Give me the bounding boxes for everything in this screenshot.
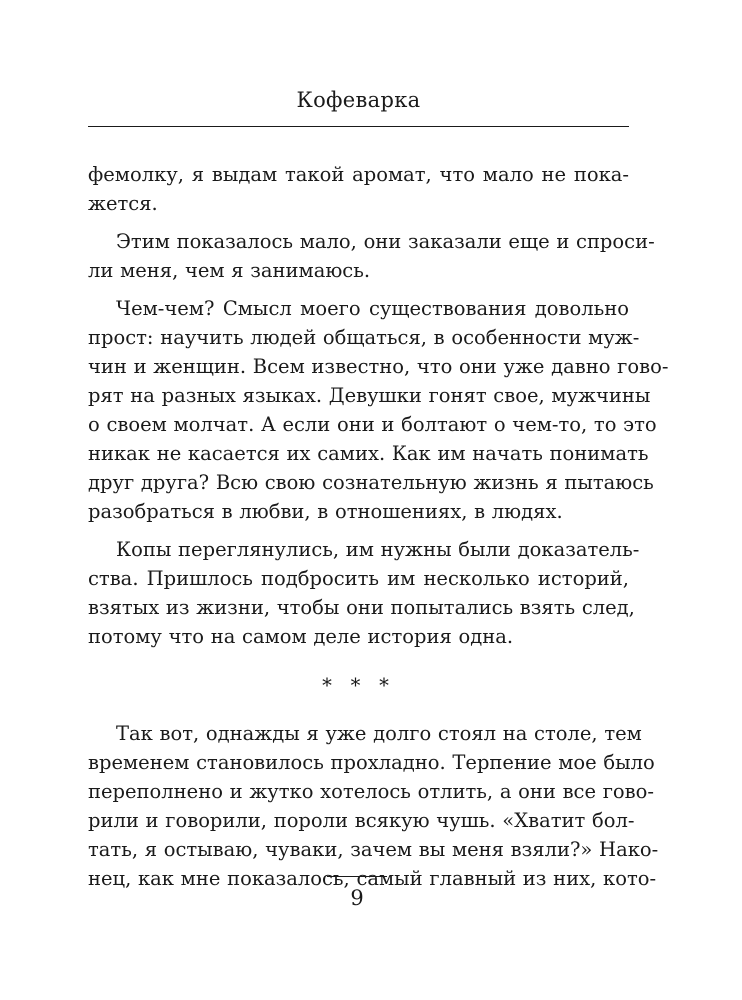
text-line: рят на разных языках. Девушки гонят свое, мужчины	[88, 384, 651, 407]
text-line: Чем-чем? Смысл моего существования довольно	[116, 297, 629, 320]
text-line: потому что на самом деле история одна.	[88, 625, 514, 648]
text-line: тать, я остываю, чуваки, зачем вы меня взяли?» Нако-	[88, 838, 659, 861]
text-line: жется.	[88, 192, 158, 215]
text-line: никак не касается их самих. Как им начать понимать	[88, 442, 649, 465]
header-rule	[88, 126, 629, 127]
text-line: чин и женщин. Всем известно, что они уже давно гово-	[88, 355, 669, 378]
section-separator: * * *	[322, 674, 395, 697]
running-header: Кофеварка	[296, 88, 421, 112]
text-line: взятых из жизни, чтобы они попытались взять след,	[88, 596, 635, 619]
text-line: фемолку, я выдам такой аромат, что мало не пока-	[88, 163, 629, 186]
text-line: временем становилось прохладно. Терпение мое было	[88, 751, 655, 774]
text-line: рили и говорили, пороли всякую чушь. «Хватит бол-	[88, 809, 635, 832]
text-line: ства. Пришлось подбросить им несколько историй,	[88, 567, 629, 590]
footer-rule	[327, 876, 387, 877]
text-line: переполнено и жутко хотелось отлить, а они все гово-	[88, 780, 654, 803]
text-line: ли меня, чем я занимаюсь.	[88, 259, 371, 282]
text-line: о своем молчат. А если они и болтают о чем-то, то это	[88, 413, 657, 436]
body-text	[88, 160, 669, 893]
text-line: Так вот, однажды я уже долго стоял на столе, тем	[116, 722, 642, 745]
text-line: разобраться в любви, в отношениях, в людях.	[88, 500, 563, 523]
text-line: нец, как мне показалось, самый главный из них, кото-	[88, 867, 657, 890]
text-line: Этим показалось мало, они заказали еще и спроси-	[116, 230, 655, 253]
text-line: друг друга? Всю свою сознательную жизнь я пытаюсь	[88, 471, 654, 494]
text-line: прост: научить людей общаться, в особенности муж-	[88, 326, 640, 349]
text-line: Копы переглянулись, им нужны были доказатель-	[116, 538, 640, 561]
page-number: 9	[350, 886, 364, 910]
